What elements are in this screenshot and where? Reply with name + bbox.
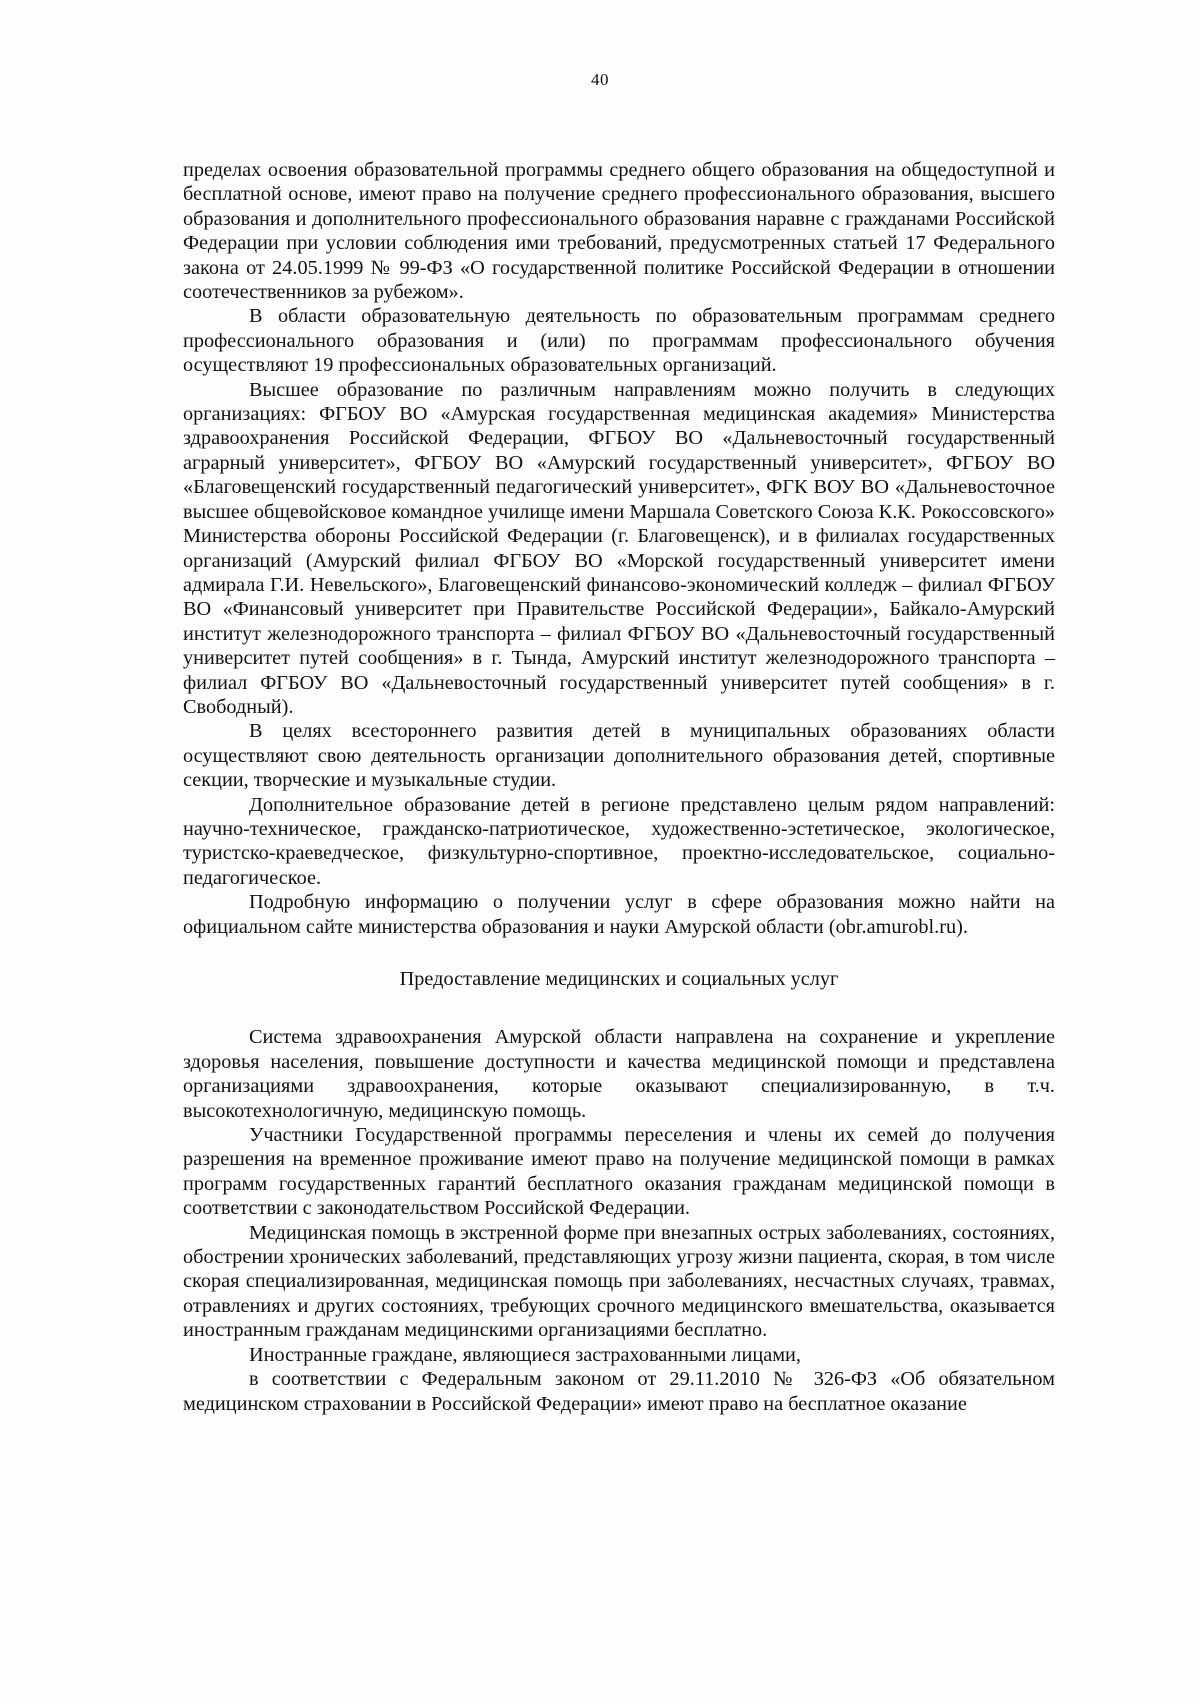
paragraph-education-website: Подробную информацию о получении услуг в сфере образования можно найти на официальном сайте министерства образования и науки Амурской области (obr.amurobl.ru). <box>183 891 1055 938</box>
document-body <box>183 158 1055 1416</box>
paragraph-vocational-education: В области образовательную деятельность по образовательным программам среднего профессионального образования и (или) по программам профессионального обучения осуществляют 19 профессиональных образовательных организаций. <box>183 305 1055 377</box>
paragraph-healthcare-system: Система здравоохранения Амурской области направлена на сохранение и укрепление здоровья населения, повышение доступности и качества медицинской помощи и представлена организациями здравоохранения, которые оказывают специализированную, в т.ч. высокотехнологичную, медицинскую помощь. <box>183 1026 1055 1122</box>
page-number: 40 <box>591 70 609 89</box>
paragraph-continuation: пределах освоения образовательной программы среднего общего образования на общедоступной и бесплатной основе, имеют право на получение среднего профессионального образования, высшего образования и дополнительного профессионального образования наравне с гражданами Российской Федерации при условии соблюдения ими требований, предусмотренных статьей 17 Федерального закона от 24.05.1999 № 99-ФЗ «О государственной политике Российской Федерации в отношении соотечественников за рубежом». <box>183 159 1055 304</box>
paragraph-insurance-law: в соответствии с Федеральным законом от 29.11.2010 № 326-ФЗ «Об обязательном медицинском страховании в Российской Федерации» имеют право на бесплатное оказание <box>183 1368 1055 1415</box>
paragraph-insured-foreigners: Иностранные граждане, являющиеся застрахованными лицами, <box>249 1343 801 1366</box>
paragraph-higher-education: Высшее образование по различным направлениям можно получить в следующих организациях: ФГБОУ ВО «Амурская государственная медицинская академия» Министерства здравоохранения Российской Федерации, ФГБОУ ВО «Дальневосточный государственный аграрный университет», ФГБОУ ВО «Амурский государственный университет», ФГБОУ ВО «Благовещенский государственный педагогический университет», ФГК ВОУ ВО «Дальневосточное высшее общевойсковое командное училище имени Маршала Советского Союза К.К. Рокоссовского» Министерства обороны Российской Федерации (г. Благовещенск), и в филиалах государственных организаций (Амурский филиал ФГБОУ ВО «Морской государственный университет имени адмирала Г.И. Невельского», Благовещенский финансово-экономический колледж – филиал ФГБОУ ВО «Финансовый университет при Правительстве Российской Федерации», Байкало-Амурский институт железнодорожного транспорта – филиал ФГБОУ ВО «Дальневосточный государственный университет путей сообщения» в г. Тында, Амурский институт железнодорожного транспорта – филиал ФГБОУ ВО «Дальневосточный государственный университет путей сообщения» в г. Свободный). <box>183 378 1055 718</box>
paragraph-child-development: В целях всестороннего развития детей в муниципальных образованиях области осуществляют свою деятельность организации дополнительного образования детей, спортивные секции, творческие и музыкальные студии. <box>183 720 1055 792</box>
section-heading: Предоставление медицинских и социальных услуг <box>399 968 839 990</box>
paragraph-program-participants: Участники Государственной программы переселения и члены их семей до получения разрешения на временное проживание имеют право на получение медицинской помощи в рамках программ государственных гарантий бесплатного оказания гражданам медицинской помощи в соответствии с законодательством Российской Федерации. <box>183 1124 1055 1220</box>
paragraph-emergency-care: Медицинская помощь в экстренной форме при внезапных острых заболеваниях, состояниях, обострении хронических заболеваний, представляющих угрозу жизни пациента, скорая, в том числе скорая специализированная, медицинская помощь при заболеваниях, несчастных случаях, травмах, отравлениях и других состояниях, требующих срочного медицинского вмешательства, оказывается иностранным гражданам медицинскими организациями бесплатно. <box>183 1221 1055 1342</box>
paragraph-additional-education: Дополнительное образование детей в регионе представлено целым рядом направлений: научно-техническое, гражданско-патриотическое, художественно-эстетическое, экологическое, туристско-краеведческое, физкультурно-спортивное, проектно-исследовательское, социально-педагогическое. <box>183 793 1055 889</box>
